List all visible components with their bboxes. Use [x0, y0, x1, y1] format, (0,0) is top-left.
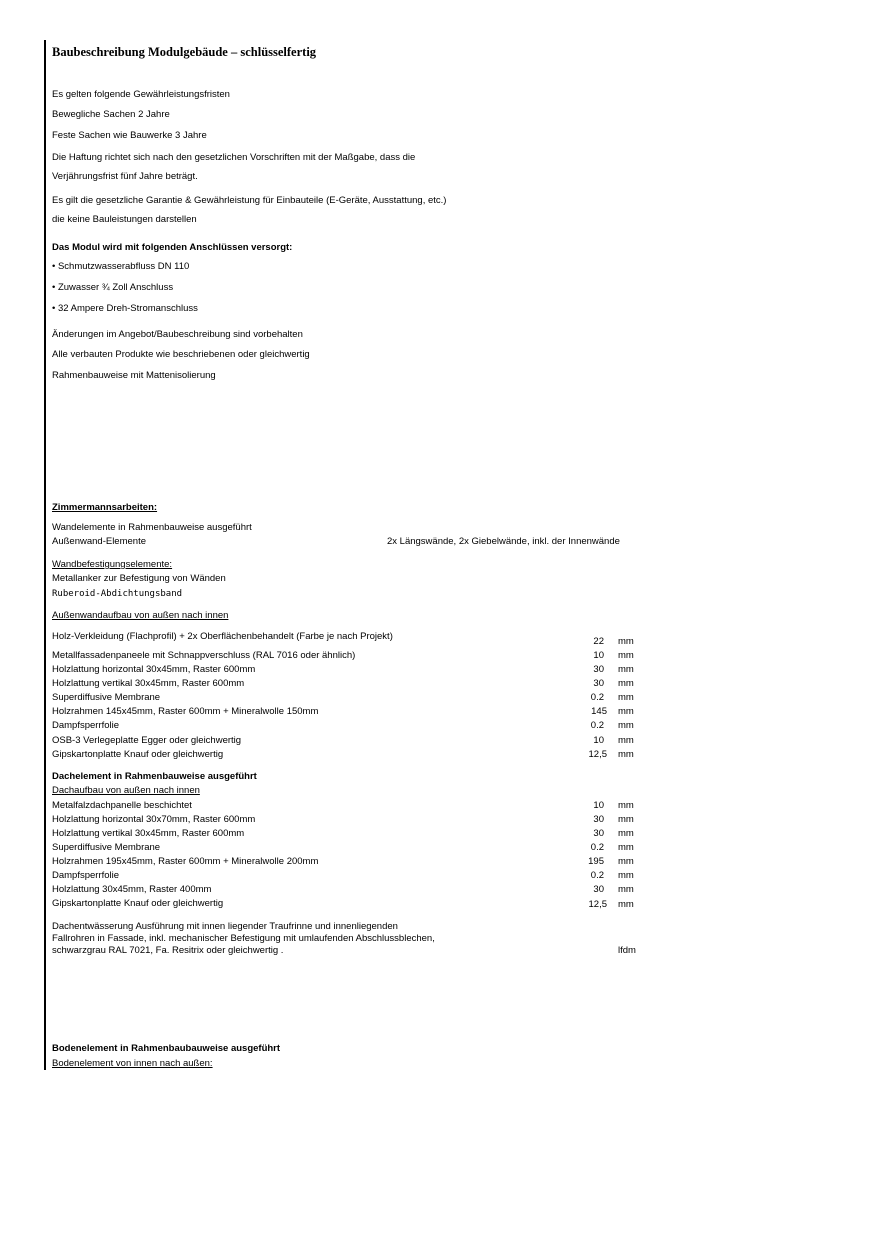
guarantee-line-2: die keine Bauleistungen darstellen	[52, 214, 197, 225]
roof-layer-label: Holzlattung 30x45mm, Raster 400mm	[52, 884, 212, 895]
wall-layer-unit: mm	[618, 636, 634, 647]
roof-layer-unit: mm	[618, 884, 634, 895]
wall-layer-value: 10	[593, 650, 604, 661]
roof-layer-label: Holzlattung vertikal 30x45mm, Raster 600mm	[52, 828, 245, 839]
roof-layer-unit: mm	[618, 856, 634, 867]
roof-layer-value: 0.2	[590, 842, 604, 853]
roof-layer-unit: mm	[618, 842, 634, 853]
wall-layer-value: 30	[593, 678, 604, 689]
roof-build-heading: Dachaufbau von außen nach innen	[52, 785, 200, 796]
roof-layer-unit: mm	[618, 800, 634, 811]
floor-build-heading: Bodenelement von innen nach außen:	[52, 1058, 213, 1069]
connections-heading: Das Modul wird mit folgenden Anschlüssen versorgt:	[52, 242, 293, 253]
wall-layer-value: 0.2	[590, 692, 604, 703]
roof-layer-value: 10	[593, 800, 604, 811]
wall-layer-value: 22	[593, 636, 604, 647]
note-line: Rahmenbauweise mit Mattenisolierung	[52, 370, 216, 381]
liability-line-1: Die Haftung richtet sich nach den gesetzlichen Vorschriften mit der Maßgabe, dass die	[52, 152, 416, 163]
roof-layer-label: Gipskartonplatte Knauf oder gleichwertig	[52, 898, 224, 909]
warranty-fixed: Feste Sachen wie Bauwerke 3 Jahre	[52, 130, 207, 141]
fastening-line: Metallanker zur Befestigung von Wänden	[52, 573, 226, 584]
connection-item: • Zuwasser ¾ Zoll Anschluss	[52, 282, 174, 293]
roof-layer-value: 0.2	[590, 870, 604, 881]
warranty-movable: Bewegliche Sachen 2 Jahre	[52, 109, 170, 120]
wall-layer-value: 30	[593, 664, 604, 675]
wall-layer-label: Superdiffusive Membrane	[52, 692, 161, 703]
drainage-line: Fallrohren in Fassade, inkl. mechanischer Befestigung mit umlaufenden Abschlussblechen,	[52, 933, 435, 944]
wall-layer-label: Metallfassadenpaneele mit Schnappverschluss (RAL 7016 oder ähnlich)	[52, 650, 356, 661]
outer-wall-note: 2x Längswände, 2x Giebelwände, inkl. der Innenwände	[387, 536, 620, 547]
guarantee-line-1: Es gilt die gesetzliche Garantie & Gewährleistung für Einbauteile (E-Geräte, Ausstattung, etc.)	[52, 195, 447, 206]
wall-layer-value: 0.2	[590, 720, 604, 731]
connection-item: • 32 Ampere Dreh-Stromanschluss	[52, 303, 198, 314]
wall-layer-label: Holzrahmen 145x45mm, Raster 600mm + Mineralwolle 150mm	[52, 706, 319, 717]
wall-layer-label: Holzlattung horizontal 30x45mm, Raster 600mm	[52, 664, 256, 675]
roof-layer-value: 30	[593, 814, 604, 825]
wall-layer-label: Holz-Verkleidung (Flachprofil) + 2x Oberflächenbehandelt (Farbe je nach Projekt)	[52, 631, 393, 642]
outer-wall-label: Außenwand-Elemente	[52, 536, 146, 547]
roof-layer-value: 30	[593, 828, 604, 839]
wall-layer-value: 12,5	[588, 749, 607, 760]
walls-line: Wandelemente in Rahmenbauweise ausgeführt	[52, 522, 252, 533]
roof-layer-value: 12,5	[588, 899, 607, 910]
wall-layer-unit: mm	[618, 706, 634, 717]
wall-layer-unit: mm	[618, 735, 634, 746]
roof-layer-label: Superdiffusive Membrane	[52, 842, 161, 853]
left-margin-rule	[44, 40, 46, 1070]
roof-layer-label: Dampfsperrfolie	[52, 870, 120, 881]
wall-layer-label: Holzlattung vertikal 30x45mm, Raster 600mm	[52, 678, 245, 689]
fastening-heading: Wandbefestigungselemente:	[52, 559, 173, 570]
roof-layer-value: 195	[588, 856, 604, 867]
fastening-line: Ruberoid-Abdichtungsband	[52, 589, 183, 599]
wall-layer-label: Dampfsperrfolie	[52, 720, 120, 731]
document-title: Baubeschreibung Modulgebäude – schlüsselfertig	[52, 45, 317, 59]
wall-layer-value: 145	[591, 706, 607, 717]
wall-layer-unit: mm	[618, 749, 634, 760]
roof-heading: Dachelement in Rahmenbauweise ausgeführt	[52, 771, 257, 782]
wall-layer-label: OSB-3 Verlegeplatte Egger oder gleichwertig	[52, 735, 242, 746]
roof-layer-value: 30	[593, 884, 604, 895]
wall-build-heading: Außenwandaufbau von außen nach innen	[52, 610, 229, 621]
roof-layer-unit: mm	[618, 899, 634, 910]
floor-heading: Bodenelement in Rahmenbaubauweise ausgeführt	[52, 1043, 281, 1054]
wall-layer-unit: mm	[618, 664, 634, 675]
liability-line-2: Verjährungsfrist fünf Jahre beträgt.	[52, 171, 198, 182]
wall-layer-unit: mm	[618, 678, 634, 689]
wall-layer-unit: mm	[618, 720, 634, 731]
roof-layer-unit: mm	[618, 870, 634, 881]
roof-layer-unit: mm	[618, 814, 634, 825]
wall-layer-unit: mm	[618, 650, 634, 661]
wall-layer-unit: mm	[618, 692, 634, 703]
drainage-unit: lfdm	[618, 945, 636, 956]
connection-item: • Schmutzwasserabfluss DN 110	[52, 261, 190, 272]
wall-layer-label: Gipskartonplatte Knauf oder gleichwertig	[52, 749, 224, 760]
note-line: Änderungen im Angebot/Baubeschreibung sind vorbehalten	[52, 329, 303, 340]
drainage-line: schwarzgrau RAL 7021, Fa. Resitrix oder gleichwertig .	[52, 945, 284, 956]
note-line: Alle verbauten Produkte wie beschriebenen oder gleichwertig	[52, 349, 310, 360]
carpentry-heading: Zimmermannsarbeiten:	[52, 502, 158, 513]
roof-layer-label: Holzrahmen 195x45mm, Raster 600mm + Mineralwolle 200mm	[52, 856, 319, 867]
wall-layer-value: 10	[593, 735, 604, 746]
roof-layer-unit: mm	[618, 828, 634, 839]
warranty-intro: Es gelten folgende Gewährleistungsfristen	[52, 89, 230, 100]
roof-layer-label: Holzlattung horizontal 30x70mm, Raster 600mm	[52, 814, 256, 825]
roof-layer-label: Metalfalzdachpanelle beschichtet	[52, 800, 192, 811]
drainage-line: Dachentwässerung Ausführung mit innen liegender Traufrinne und innenliegenden	[52, 921, 398, 932]
